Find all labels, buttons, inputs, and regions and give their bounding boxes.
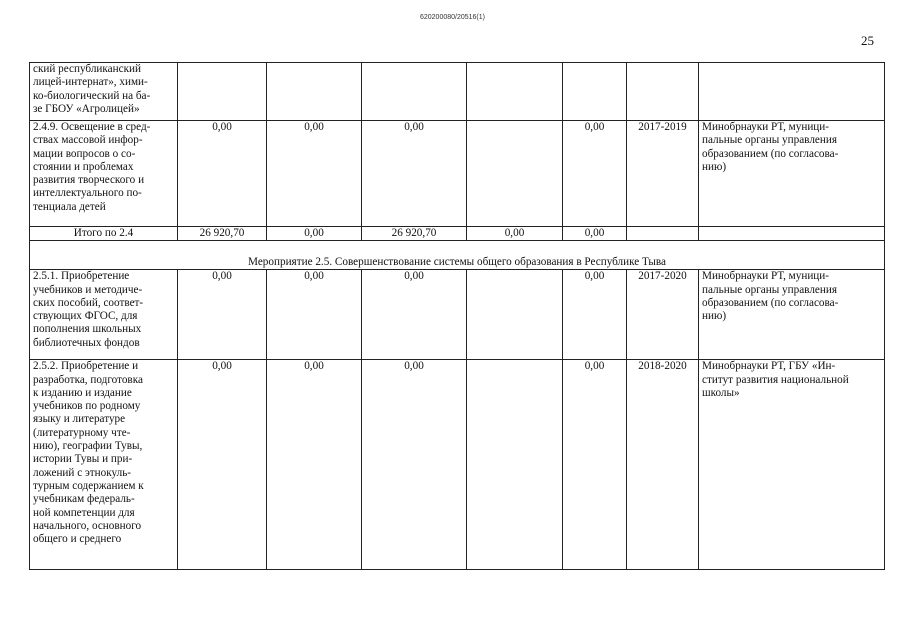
document-id: 620200080/20516(1) <box>419 14 485 21</box>
table-row-itogo <box>30 227 885 241</box>
table-row-2-5-1 <box>30 270 885 360</box>
measure-name-cell: ский республиканский лицей-интернат», хими- ко-биологический на ба- зе ГБОУ «Агролицей» <box>30 63 178 121</box>
value-cell: 0,00 <box>362 121 467 227</box>
page-number: 25 <box>861 33 874 48</box>
executor-cell: Минобрнауки РТ, муници- пальные органы управления образованием (по согласова- нию) <box>699 121 885 227</box>
activity-header-row <box>30 241 885 270</box>
value-cell <box>563 63 627 121</box>
value-cell: 0,00 <box>178 270 267 360</box>
value-cell <box>362 63 467 121</box>
value-cell: 0,00 <box>362 270 467 360</box>
value-cell: 0,00 <box>267 360 362 570</box>
total-value-cell: 26 920,70 <box>362 227 467 241</box>
total-value-cell: 0,00 <box>267 227 362 241</box>
measures-table <box>29 62 885 570</box>
activity-header: Мероприятие 2.5. Совершенствование системы общего образования в Республике Тыва <box>30 241 885 270</box>
executor-cell <box>699 227 885 241</box>
value-cell: 0,00 <box>178 121 267 227</box>
value-cell: 0,00 <box>362 360 467 570</box>
value-cell: 0,00 <box>563 360 627 570</box>
period-cell: 2017-2020 <box>627 270 699 360</box>
executor-cell: Минобрнауки РТ, ГБУ «Ин- ститут развития национальной школы» <box>699 360 885 570</box>
measure-name-cell: 2.4.9. Освещение в сред- ствах массовой инфор- мации вопросов о со- стоянии и проблемах развития творческого и интеллектуального по- тенциала детей <box>30 121 178 227</box>
executor-cell: Минобрнауки РТ, муници- пальные органы управления образованием (по согласова- нию) <box>699 270 885 360</box>
table-row-continuation <box>30 63 885 121</box>
table-row-2-5-2 <box>30 360 885 570</box>
value-cell: 0,00 <box>267 270 362 360</box>
measure-name-cell: 2.5.1. Приобретение учебников и методиче- ских пособий, соответ- ствующих ФГОС, для пополнения школьных библиотечных фондов <box>30 270 178 360</box>
value-cell <box>267 63 362 121</box>
table-row-2-4-9 <box>30 121 885 227</box>
total-value-cell: 0,00 <box>563 227 627 241</box>
total-value-cell: 0,00 <box>467 227 563 241</box>
value-cell: 0,00 <box>563 121 627 227</box>
total-value-cell: 26 920,70 <box>178 227 267 241</box>
total-label-cell: Итого по 2.4 <box>30 227 178 241</box>
value-cell: 0,00 <box>563 270 627 360</box>
value-cell <box>467 63 563 121</box>
executor-cell <box>699 63 885 121</box>
measure-name-cell: 2.5.2. Приобретение и разработка, подготовка к изданию и издание учебников по родному языку и литературе (литературному чте- нию), географии Тувы, истории Тувы и при- ложений с этнокуль- турным содержанием к учебникам федераль- ной компетенции для начального, основного общего и среднего <box>30 360 178 570</box>
value-cell <box>467 121 563 227</box>
value-cell: 0,00 <box>267 121 362 227</box>
value-cell <box>467 270 563 360</box>
value-cell: 0,00 <box>178 360 267 570</box>
period-cell <box>627 63 699 121</box>
value-cell <box>178 63 267 121</box>
period-cell: 2017-2019 <box>627 121 699 227</box>
period-cell: 2018-2020 <box>627 360 699 570</box>
period-cell <box>627 227 699 241</box>
value-cell <box>467 360 563 570</box>
